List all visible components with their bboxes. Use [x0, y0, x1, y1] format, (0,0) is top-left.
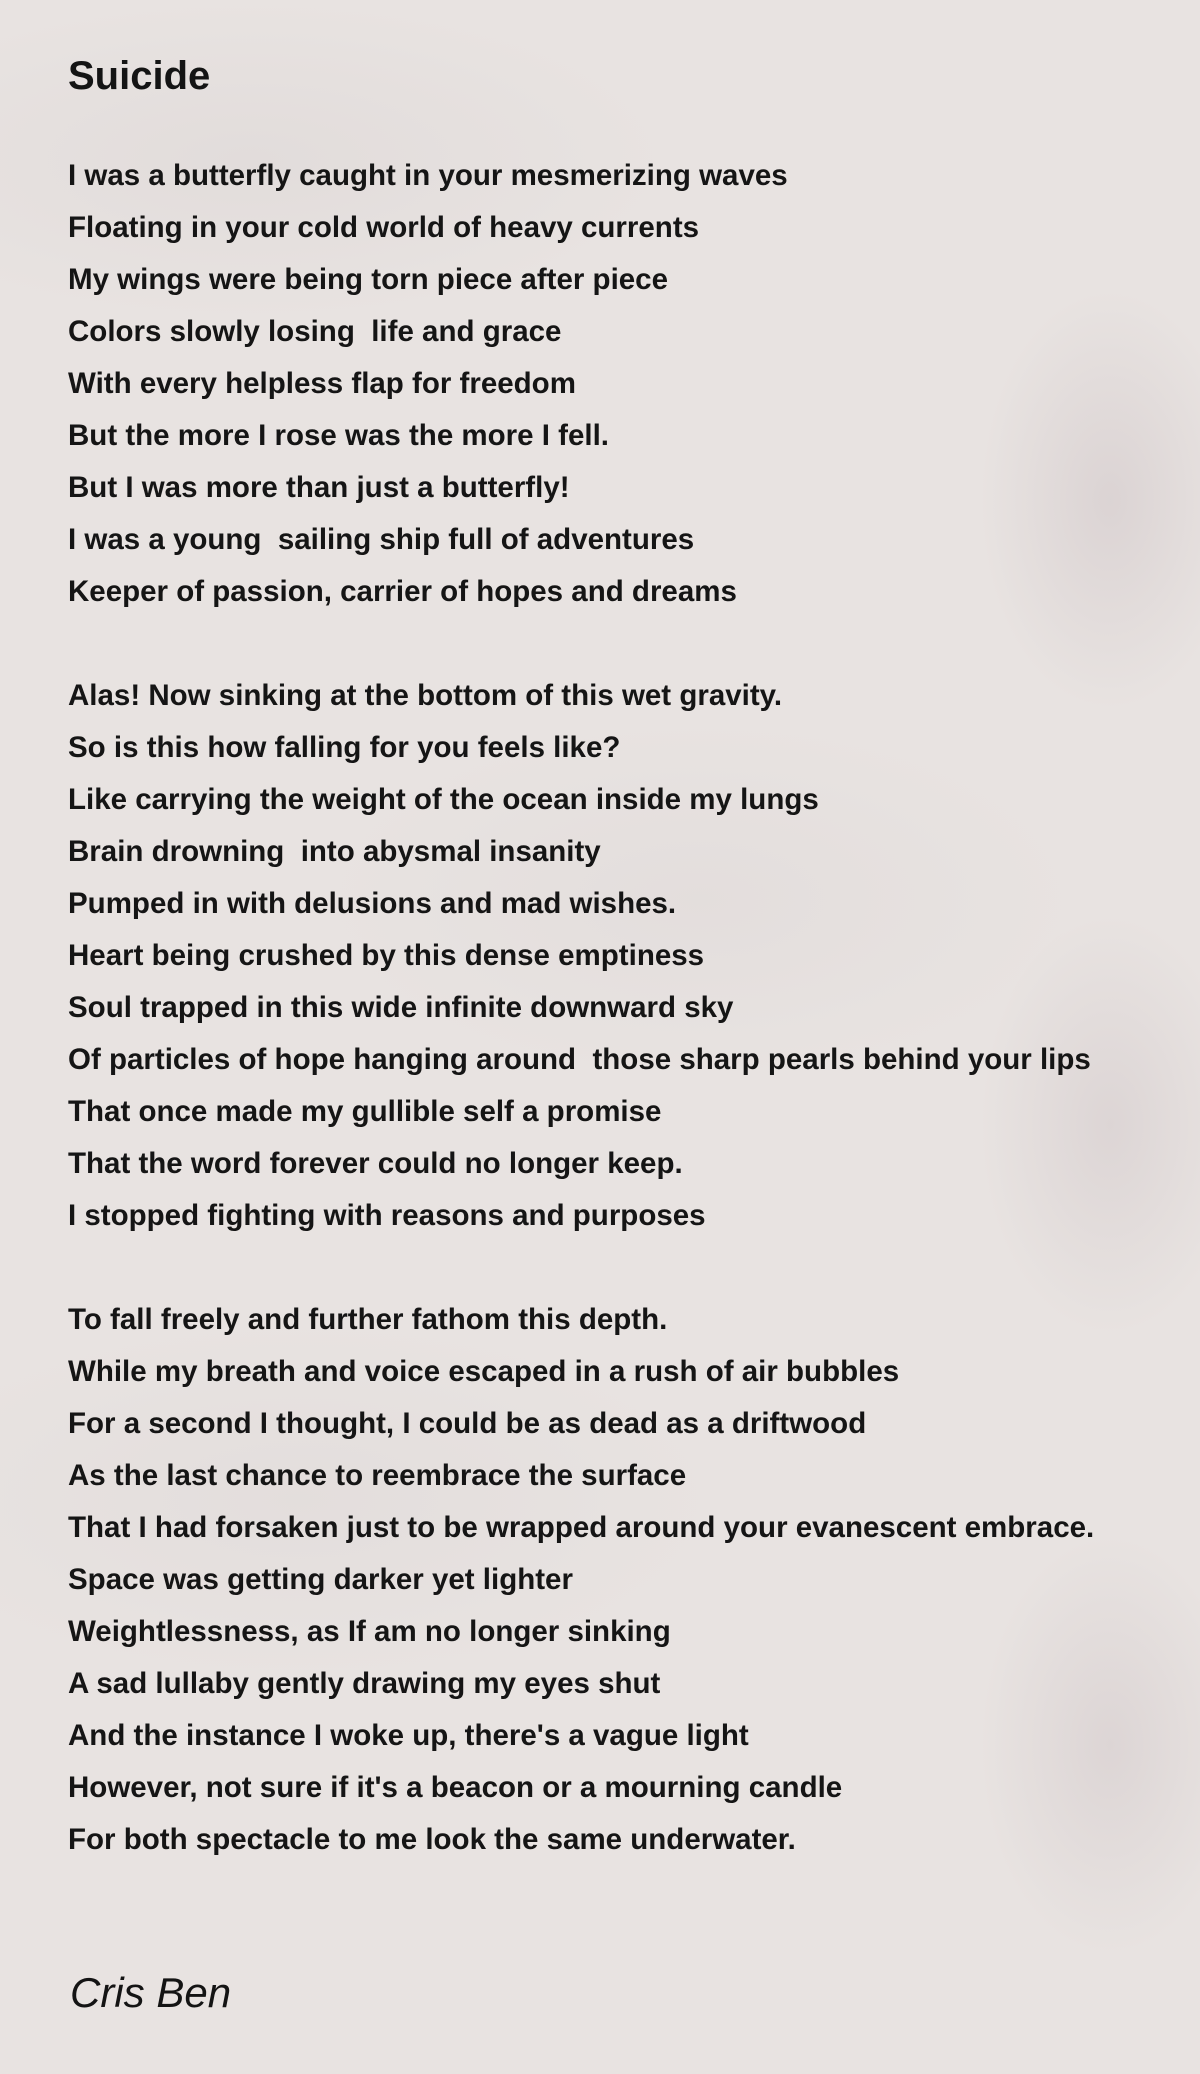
poem-line: Of particles of hope hanging around those sharp pearls behind your lips [68, 1043, 1091, 1076]
stanza-1 [68, 150, 1193, 618]
poem-line: However, not sure if it's a beacon or a mourning candle [68, 1771, 843, 1804]
poem-line: That the word forever could no longer keep. [68, 1147, 683, 1180]
poem-line: Colors slowly losing life and grace [68, 315, 562, 348]
poem-line: For a second I thought, I could be as dead as a driftwood [68, 1407, 867, 1440]
poem-line: For both spectacle to me look the same underwater. [68, 1823, 796, 1856]
poem-line: But I was more than just a butterfly! [68, 471, 570, 504]
poem-line: As the last chance to reembrace the surface [68, 1459, 687, 1492]
poem-line: Heart being crushed by this dense emptiness [68, 939, 705, 972]
poem-line: Floating in your cold world of heavy currents [68, 211, 700, 244]
poem-title: Suicide [68, 54, 211, 98]
poem-line: That once made my gullible self a promise [68, 1095, 662, 1128]
poem-line: I was a young sailing ship full of adventures [68, 523, 695, 556]
poem-line: Pumped in with delusions and mad wishes. [68, 887, 677, 920]
poem-line: To fall freely and further fathom this depth. [68, 1303, 668, 1336]
poem-line: Soul trapped in this wide infinite downward sky [68, 991, 734, 1024]
poem-author: Cris Ben [70, 1969, 232, 2016]
poem-line: With every helpless flap for freedom [68, 367, 576, 400]
poem-line: I stopped fighting with reasons and purposes [68, 1199, 706, 1232]
poem-line: While my breath and voice escaped in a rush of air bubbles [68, 1355, 900, 1388]
poem-line: I was a butterfly caught in your mesmerizing waves [68, 159, 788, 192]
poem-line: A sad lullaby gently drawing my eyes shut [68, 1667, 661, 1700]
poem-line: So is this how falling for you feels like? [68, 731, 621, 764]
poem-line: Brain drowning into abysmal insanity [68, 835, 601, 868]
poem-line: But the more I rose was the more I fell. [68, 419, 609, 452]
poem-line: And the instance I woke up, there's a vague light [68, 1719, 749, 1752]
poem-line: Space was getting darker yet lighter [68, 1563, 573, 1596]
poem-line: That I had forsaken just to be wrapped around your evanescent embrace. [68, 1511, 1095, 1544]
poem-line: Alas! Now sinking at the bottom of this wet gravity. [68, 679, 783, 712]
poem-line: Like carrying the weight of the ocean inside my lungs [68, 783, 819, 816]
poem-line: Weightlessness, as If am no longer sinking [68, 1615, 671, 1648]
poem-line: My wings were being torn piece after piece [68, 263, 668, 296]
stanza-3 [68, 1294, 1193, 1866]
poem-line: Keeper of passion, carrier of hopes and dreams [68, 575, 737, 608]
poem-body [68, 150, 1193, 1918]
stanza-2 [68, 670, 1193, 1242]
